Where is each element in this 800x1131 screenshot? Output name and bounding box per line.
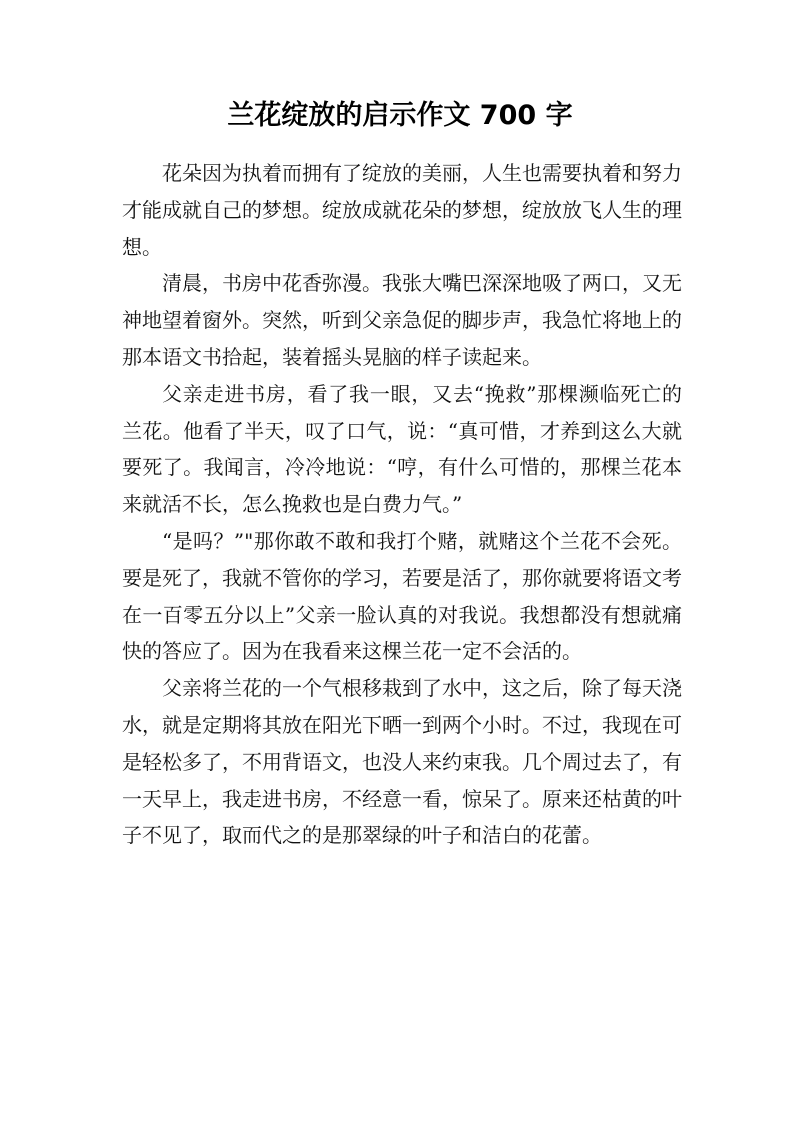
paragraph-1: 花朵因为执着而拥有了绽放的美丽，人生也需要执着和努力才能成就自己的梦想。绽放成就花朵的梦想，绽放放飞人生的理想。 (122, 161, 682, 259)
paragraph-5: 父亲将兰花的一个气根移栽到了水中，这之后，除了每天浇水，就是定期将其放在阳光下晒一到两个小时。不过，我现在可是轻松多了，不用背语文，也没人来约束我。几个周过去了，有一天早上，我走进书房，不经意一看，惊呆了。原来还枯黄的叶子不见了，取而代之的是那翠绿的叶子和洁白的花蕾。 (122, 676, 682, 848)
paragraph-2: 清晨，书房中花香弥漫。我张大嘴巴深深地吸了两口，又无神地望着窗外。突然，听到父亲急促的脚步声，我急忙将地上的那本语文书拾起，装着摇头晃脑的样子读起来。 (122, 271, 682, 369)
document-title: 兰花绽放的启示作文 700 字 (227, 100, 573, 131)
paragraph-3: 父亲走进书房，看了我一眼，又去“挽救”那棵濒临死亡的兰花。他看了半天，叹了口气，说：“真可惜，才养到这么大就要死了。我闻言，冷冷地说：“哼，有什么可惜的，那棵兰花本来就活不长，怎么挽救也是白费力气。” (122, 381, 682, 517)
paragraph-4: “是吗？”"那你敢不敢和我打个赌，就赌这个兰花不会死。要是死了，我就不管你的学习，若要是活了，那你就要将语文考在一百零五分以上”父亲一脸认真的对我说。我想都没有想就痛快的答应了。因为在我看来这棵兰花一定不会活的。 (122, 528, 682, 664)
document-body (122, 155, 682, 854)
